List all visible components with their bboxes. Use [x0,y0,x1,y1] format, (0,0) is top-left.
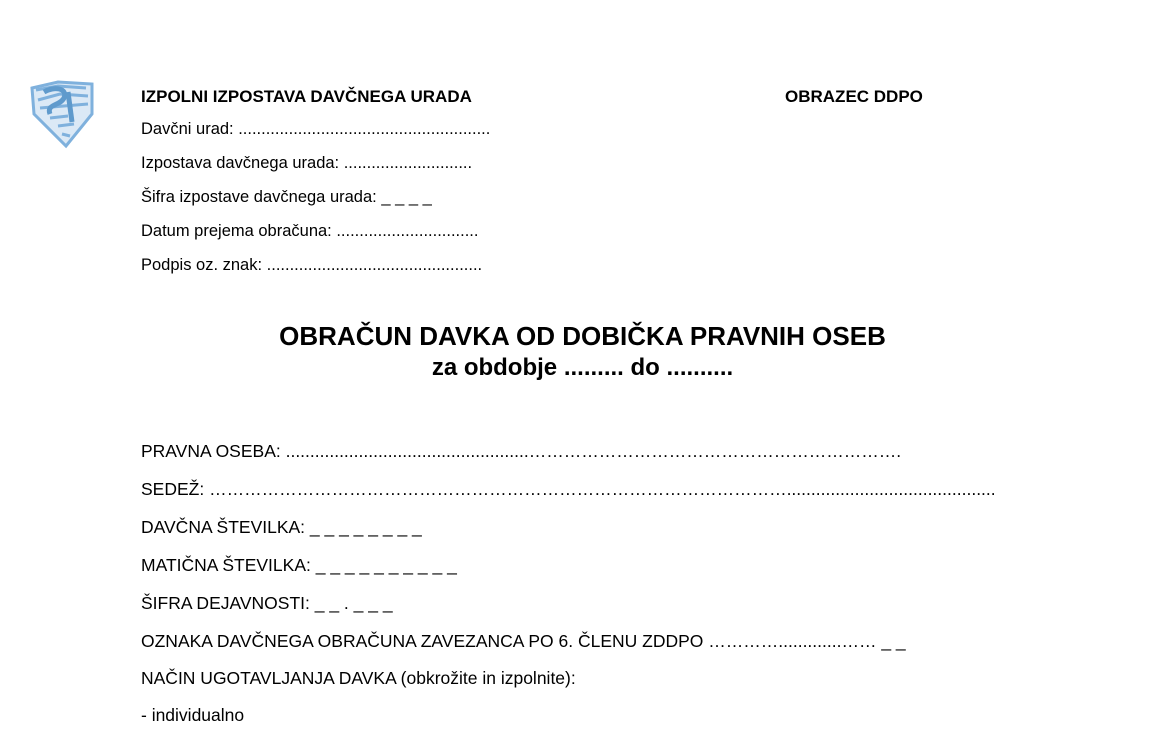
form-code-title: OBRAZEC DDPO [785,87,923,106]
tax-administration-logo-icon [28,78,94,150]
office-header-title: IZPOLNI IZPOSTAVA DAVČNEGA URADA [141,87,472,106]
form-title-main: OBRAČUN DAVKA OD DOBIČKA PRAVNIH OSEB [279,321,886,351]
legal-entity-field: PRAVNA OSEBA: ..................................................………………………………………………………. [141,441,902,461]
registration-number-field: MATIČNA ŠTEVILKA: _ _ _ _ _ _ _ _ _ _ [141,555,457,575]
method-individual-option: - individualno [141,705,245,725]
return-designation-field: OZNAKA DAVČNEGA OBRAČUNA ZAVEZANCA PO 6. ČLENU ZDDPO ………….............…… _ _ [141,631,906,651]
office-fields [141,120,490,290]
form-title [0,319,1157,382]
tax-branch-field: Izpostava davčnega urada: ............................ [141,154,473,172]
signature-field: Podpis oz. znak: ............................................... [141,256,483,274]
tax-number-field: DAVČNA ŠTEVILKA: _ _ _ _ _ _ _ _ [141,517,422,537]
activity-code-field: ŠIFRA DEJAVNOSTI: _ _ . _ _ _ [141,593,393,613]
tax-method-heading: NAČIN UGOTAVLJANJA DAVKA (obkrožite in izpolnite): [141,668,576,688]
branch-code-field: Šifra izpostave davčnega urada: _ _ _ _ [141,188,432,206]
receipt-date-field: Datum prejema obračuna: ............................... [141,222,479,240]
form-title-period: za obdobje ......... do .......... [431,354,734,381]
tax-office-field: Davčni urad: ....................................................... [141,120,491,138]
entity-fields [141,441,996,743]
seat-field: SEDEŽ: ………………………………………………………………………………………........................................... [141,479,996,499]
